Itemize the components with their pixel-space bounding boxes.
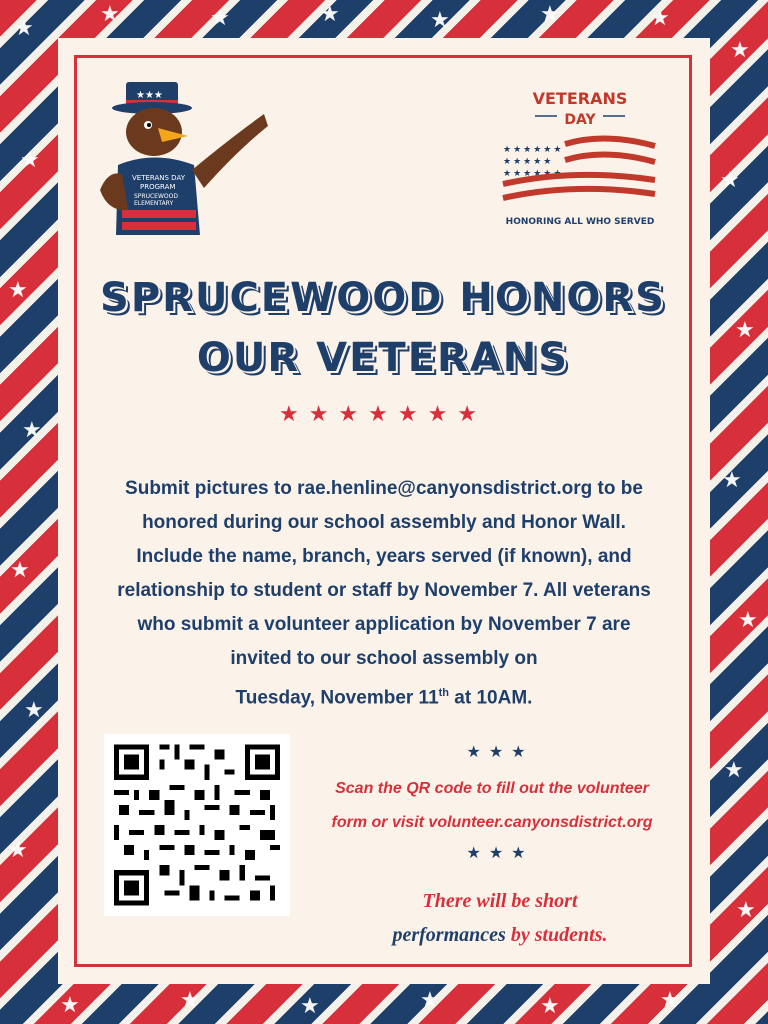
border-star-icon: ★ <box>300 994 320 1019</box>
perf-by-students: by students. <box>505 924 608 946</box>
qr-code[interactable] <box>104 734 290 916</box>
border-star-icon: ★ <box>24 698 44 723</box>
body-line: relationship to student or staff by November 7. All veterans <box>117 580 651 601</box>
border-star-icon: ★ <box>10 558 30 583</box>
eagle-mascot-icon <box>88 70 278 250</box>
border-star-icon: ★ <box>320 2 340 27</box>
badge-title-2: DAY <box>564 112 596 128</box>
shirt-text-3: SPRUCEWOOD <box>134 193 178 200</box>
border-star-icon: ★ <box>736 898 756 923</box>
main-body-text <box>96 472 672 715</box>
border-star-icon: ★ <box>100 2 120 27</box>
date-superscript: th <box>438 687 450 699</box>
border-star-icon: ★ <box>735 318 755 343</box>
border-star-icon: ★ <box>8 278 28 303</box>
divider-stars: ★★★★★★★ <box>278 402 488 427</box>
scan-line: Scan the QR code to fill out the volunteer <box>335 780 649 797</box>
body-line: invited to our school assembly on <box>230 648 538 669</box>
svg-text:★★★★★★: ★★★★★★ <box>503 145 564 155</box>
body-line: who submit a volunteer application by November 7 are <box>137 614 631 635</box>
border-star-icon: ★ <box>722 468 742 493</box>
scan-line: form or visit volunteer.canyonsdistrict.org <box>331 814 653 831</box>
badge-arc-text: HONORING ALL WHO SERVED <box>505 217 655 227</box>
perf-line-2 <box>330 918 670 952</box>
body-line: honored during our school assembly and Honor Wall. <box>142 512 626 533</box>
small-stars-bottom: ★★★ <box>466 843 534 862</box>
border-star-icon: ★ <box>60 993 80 1018</box>
badge-title-1: VETERANS <box>532 89 628 108</box>
border-star-icon: ★ <box>20 148 40 173</box>
shirt-text-1: VETERANS DAY <box>132 174 185 182</box>
border-star-icon: ★ <box>724 758 744 783</box>
border-star-icon: ★ <box>660 988 680 1013</box>
border-star-icon: ★ <box>650 6 670 31</box>
small-stars-top: ★★★ <box>466 742 534 761</box>
shirt-text-4: ELEMENTARY <box>134 200 174 207</box>
body-line: Include the name, branch, years served (if known), and <box>136 546 632 567</box>
shirt-text-2: PROGRAM <box>140 183 176 191</box>
performances-note <box>330 884 670 952</box>
border-star-icon: ★ <box>730 38 750 63</box>
border-star-icon: ★ <box>720 168 740 193</box>
qr-code-icon <box>104 734 290 916</box>
veterans-day-badge-icon <box>495 84 665 229</box>
border-star-icon: ★ <box>420 988 440 1013</box>
perf-word-performances: performances <box>392 924 506 946</box>
border-star-icon: ★ <box>430 8 450 33</box>
border-star-icon: ★ <box>540 2 560 27</box>
body-line: Submit pictures to rae.henline@canyonsdistrict.org to be <box>125 478 643 499</box>
svg-text:★★★★★★: ★★★★★★ <box>503 169 564 179</box>
border-star-icon: ★ <box>22 418 42 443</box>
body-line-date <box>96 676 672 715</box>
page-title-line-1: SPRUCEWOOD HONORS <box>100 275 666 321</box>
border-star-icon: ★ <box>210 6 230 31</box>
date-text: Tuesday, November 11 <box>235 687 439 709</box>
border-star-icon: ★ <box>8 838 28 863</box>
border-star-icon: ★ <box>14 16 34 41</box>
scan-instructions <box>304 772 680 840</box>
page-title-line-2: OUR VETERANS <box>196 335 570 381</box>
border-star-icon: ★ <box>180 988 200 1013</box>
perf-line-1: There will be short <box>422 890 578 912</box>
border-star-icon: ★ <box>738 608 758 633</box>
border-star-icon: ★ <box>540 994 560 1019</box>
svg-text:★★★: ★★★ <box>136 90 163 101</box>
svg-text:★★★★★: ★★★★★ <box>503 157 554 167</box>
time-text: at 10AM. <box>449 687 533 709</box>
